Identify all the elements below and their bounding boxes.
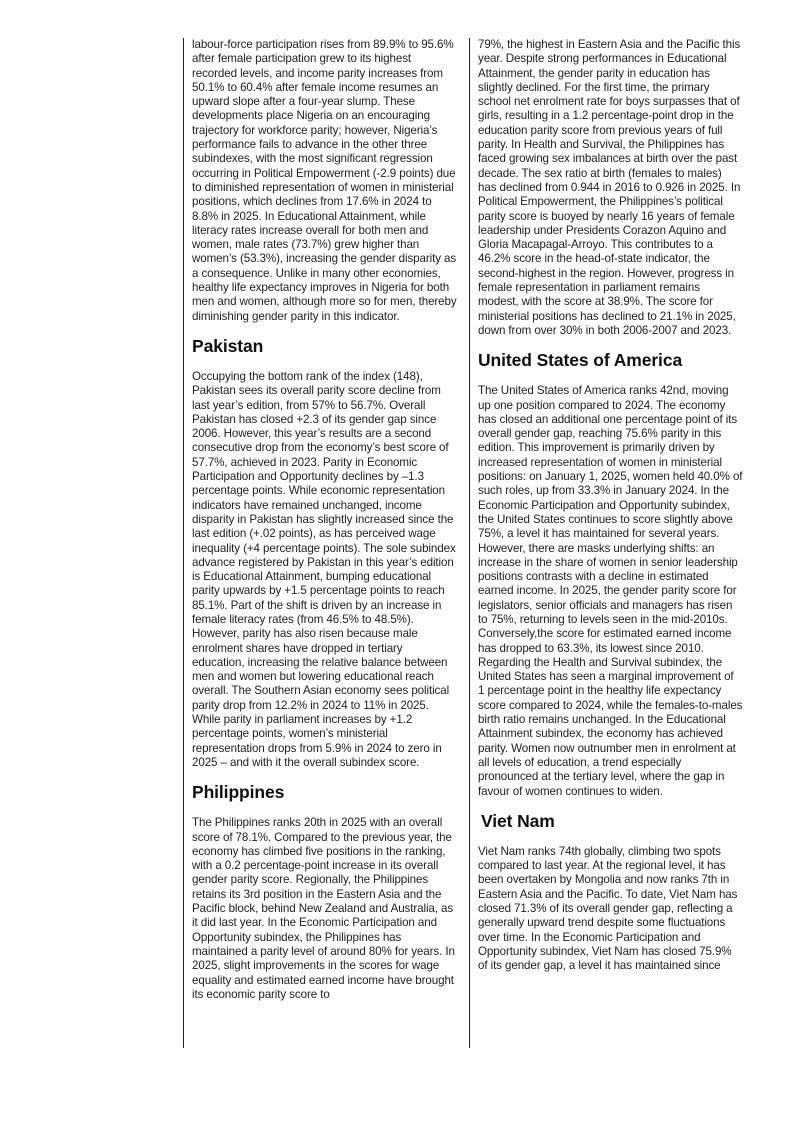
nigeria-continued-paragraph: labour-force participation rises from 89.9% to 95.6% after female participation grew to its highest recorded levels, and income parity increases from 50.1% to 60.4% after female income resumes an upward slope after a four-year slump. These developments place Nigeria on an encouraging trajectory for workforce parity; however, Nigeria’s performance fails to advance in the other three subindexes, with the most significant regression occurring in Political Empowerment (-2.9 points) due to diminished representation of women in ministerial positions, which declines from 17.6% in 2024 to 8.8% in 2025. In Educational Attainment, while literacy rates increase overall for both men and women, male rates (73.7%) grew higher than women’s (53.3%), increasing the gender disparity as a consequence. Unlike in many other economies, healthy life expectancy improves in Nigeria for both men and women, although more so for men, thereby diminishing gender parity in this indicator. [192, 38, 457, 323]
usa-heading: United States of America [478, 350, 683, 371]
pakistan-paragraph: Occupying the bottom rank of the index (148), Pakistan sees its overall parity score decline from last year’s edition, from 57% to 56.7%. Overall Pakistan has closed +2.3 of its gender gap since 2006. However, this year’s results are a second consecutive drop from the economy’s best score of 57.7%, achieved in 2023. Parity in Economic Participation and Opportunity declines by –1.3 percentage points. While economic representation indicators have remained unchanged, income disparity in Pakistan has slightly increased since the last edition (+.02 points), as has perceived wage inequality (+4 percentage points). The sole subindex advance registered by Pakistan in this year’s edition is Educational Attainment, bumping educational parity upwards by +1.5 percentage points to reach 85.1%. Part of the shift is driven by an increase in female literacy rates (from 46.5% to 48.5%). However, parity has also risen because male enrolment shares have dropped in tertiary education, increasing the relative balance between men and women but lowering educational reach overall. The Southern Asian economy sees political parity drop from 12.2% in 2024 to 11% in 2025. While parity in parliament increases by +1.2 percentage points, women’s ministerial representation drops from 5.9% in 2024 to zero in 2025 – and with it the overall subindex score. [192, 369, 456, 769]
vietnam-heading: Viet Nam [481, 810, 555, 831]
right-column [469, 38, 743, 1048]
philippines-heading: Philippines [192, 782, 285, 803]
philippines-continued-paragraph: 79%, the highest in Eastern Asia and the Pacific this year. Despite strong performances in Educational Attainment, the gender parity in education has slightly declined. For the first time, the primary school net enrolment rate for boys surpasses that of girls, resulting in a 1.2 percentage-point drop in the education parity score from previous years of full parity. In Health and Survival, the Philippines has faced growing sex imbalances at birth over the past decade. The sex ratio at birth (females to males) has declined from 0.944 in 2016 to 0.926 in 2025. In Political Empowerment, the Philippines’s political parity score is buoyed by nearly 16 years of female leadership under Presidents Corazon Aquino and Gloria Macapagal-Arroyo. This contributes to a 46.2% score in the head-of-state indicator, the second-highest in the region. However, progress in female representation in parliament remains modest, with the score at 38.9%. The score for ministerial positions has declined to 21.1% in 2025, down from over 30% in both 2006-2007 and 2023. [478, 38, 741, 337]
vietnam-paragraph: Viet Nam ranks 74th globally, climbing two spots compared to last year. At the regional level, it has been overtaken by Mongolia and now ranks 7th in Eastern Asia and the Pacific. To date, Viet Nam has closed 71.3% of its overall gender gap, reflecting a generally upward trend despite some fluctuations over time. In the Economic Participation and Opportunity subindex, Viet Nam has closed 75.9% of its gender gap, a level it has maintained since [478, 844, 738, 973]
usa-paragraph: The United States of America ranks 42nd, moving up one position compared to 2024. The economy has closed an additional one percentage point of its overall gender gap, reaching 75.6% parity in this edition. This improvement is primarily driven by increased representation of women in ministerial positions: on January 1, 2025, women held 40.0% of such roles, up from 33.3% in January 2024. In the Economic Participation and Opportunity subindex, the United States continues to score slightly above 75%, a level it has maintained for several years. However, there are masks underlying shifts: an increase in the share of women in senior leadership positions contrasts with a decline in estimated earned income. In 2025, the gender parity score for legislators, senior officials and managers has risen to 75%, returning to levels seen in the mid-2010s. Conversely,the score for estimated earned income has dropped to 63.3%, its lowest since 2010. Regarding the Health and Survival subindex, the United States has seen a marginal improvement of 1 percentage point in the healthy life expectancy score compared to 2024, while the females-to-males birth ratio remains unchanged. In the Educational Attainment subindex, the economy has achieved parity. Women now outnumber men in enrolment at all levels of education, a trend especially pronounced at the tertiary level, where the gap in favour of women continues to widen. [478, 384, 743, 798]
philippines-paragraph: The Philippines ranks 20th in 2025 with an overall score of 78.1%. Compared to the previous year, the economy has climbed five positions in the ranking, with a 0.2 percentage-point increase in its overall gender parity score. Regionally, the Philippines retains its 3rd position in the Eastern Asia and the Pacific block, behind New Zealand and Australia, as it did last year. In the Economic Participation and Opportunity subindex, the Philippines has maintained a parity level of around 80% for years. In 2025, slight improvements in the scores for wage equality and estimated earned income have brought its economic parity score to [192, 816, 455, 1001]
pakistan-heading: Pakistan [192, 335, 264, 356]
left-column [183, 38, 457, 1048]
